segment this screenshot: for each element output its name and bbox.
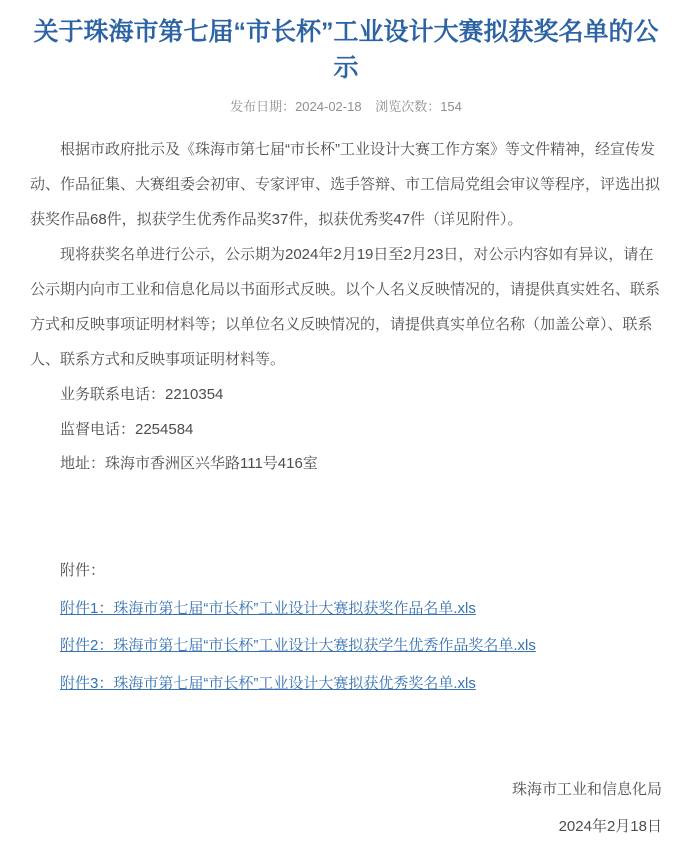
issuing-organization: 珠海市工业和信息化局 [511, 781, 662, 799]
attachment-item [30, 590, 662, 628]
contact-phone-line: 业务联系电话：2210354 [60, 385, 224, 403]
attachments-section [30, 552, 662, 702]
attachments-label: 附件： [60, 562, 106, 580]
supervision-phone-line: 监督电话：2254584 [60, 420, 194, 438]
view-count: 浏览次数：154 [375, 99, 462, 114]
attachment-link-3[interactable]: 附件3：珠海市第七届“市长杯”工业设计大赛拟获优秀奖名单.xls [60, 674, 476, 692]
publish-date: 发布日期：2024-02-18 [230, 99, 362, 114]
attachment-link-2[interactable]: 附件2：珠海市第七届“市长杯”工业设计大赛拟获学生优秀作品奖名单.xls [60, 637, 536, 655]
attachment-item [30, 665, 662, 703]
attachment-link-1[interactable]: 附件1：珠海市第七届“市长杯”工业设计大赛拟获奖作品名单.xls [60, 599, 476, 617]
page-title: 关于珠海市第七届“市长杯”工业设计大赛拟获奖名单的公示 [33, 18, 659, 82]
notice-paragraph-1: 根据市政府批示及《珠海市第七届“市长杯”工业设计大赛工作方案》等文件精神，经宣传发动、作品征集、大赛组委会初审、专家评审、选手答辩、市工信局党组会审议等程序，评选出拟获奖作品68件，拟获学生优秀作品奖37件，拟获优秀奖47件（详见附件）。 [30, 141, 661, 228]
article-meta [0, 96, 692, 115]
notice-paragraph-2: 现将获奖名单进行公示，公示期为2024年2月19日至2月23日，对公示内容如有异议，请在公示期内向市工业和信息化局以书面形式反映。以个人名义反映情况的，请提供真实姓名、联系方式和反映事项证明材料等；以单位名义反映情况的，请提供真实单位名称（加盖公章）、联系人、联系方式和反映事项证明材料等。 [30, 245, 661, 368]
notice-body [0, 133, 692, 846]
address-line: 地址：珠海市香洲区兴华路111号416室 [60, 455, 318, 473]
signature-block [30, 772, 662, 846]
notice-page [0, 14, 692, 836]
attachment-item [30, 627, 662, 665]
issue-date: 2024年2月18日 [558, 818, 662, 836]
